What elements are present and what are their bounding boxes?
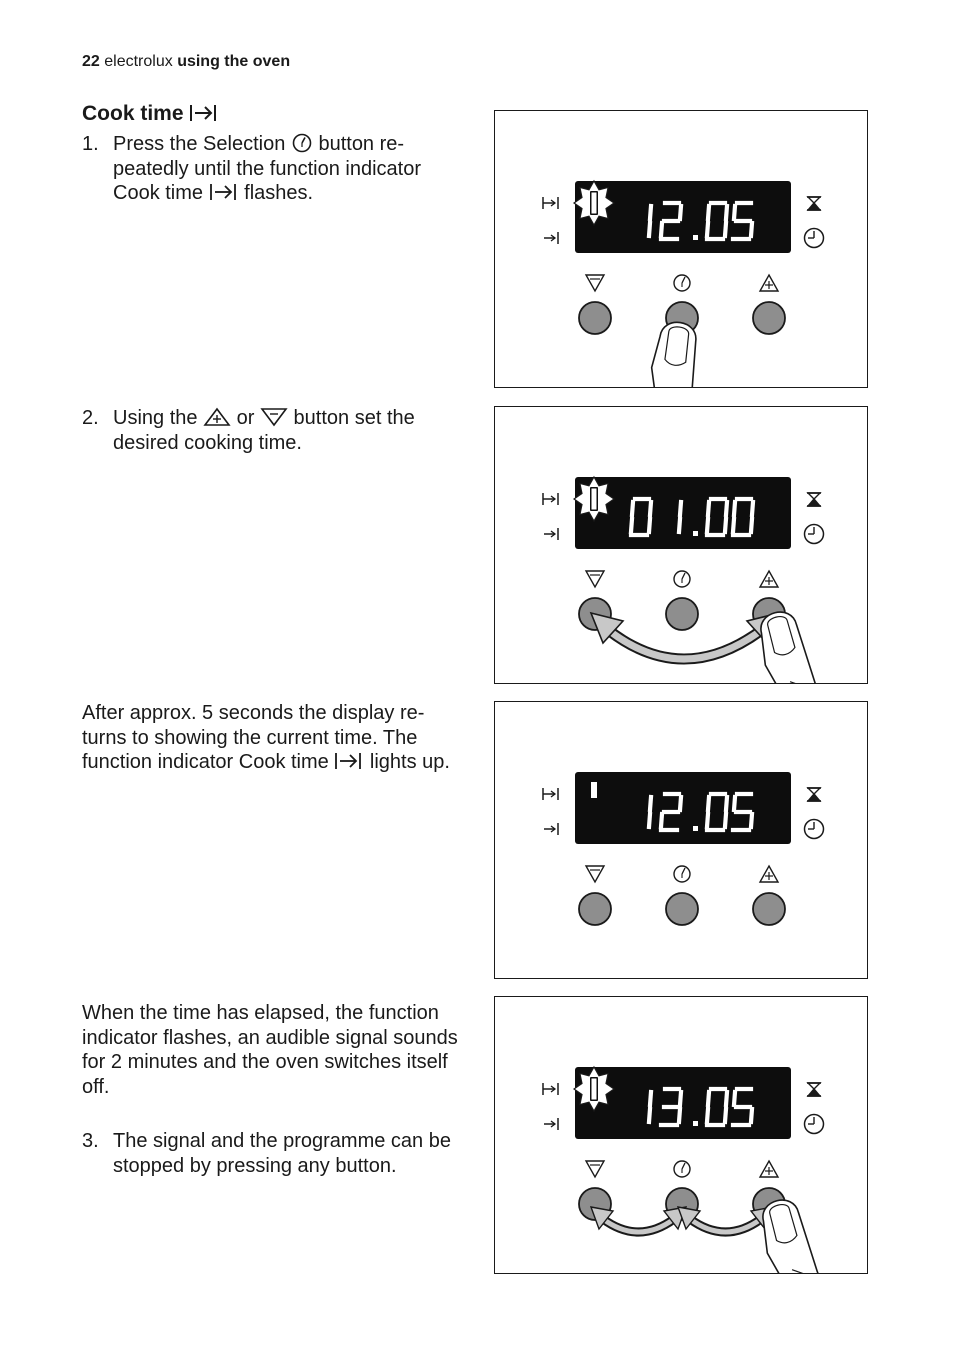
display-segment <box>680 206 681 219</box>
display-segment <box>650 1092 651 1105</box>
display-segment <box>734 502 735 515</box>
plus-button[interactable] <box>753 302 785 334</box>
display-segment <box>726 502 727 515</box>
time-display <box>575 772 791 844</box>
display-segment <box>649 223 650 236</box>
display-segment <box>680 1092 681 1105</box>
display-segment <box>725 814 726 827</box>
end-time-icon <box>543 788 558 800</box>
plus-label-icon <box>760 1161 778 1177</box>
minus-label-icon <box>586 1161 604 1177</box>
indicator-light <box>591 782 597 798</box>
elapsed-paragraph: When the time has elapsed, the function indicator flashes, an audible signal sounds for 2 minutes and the oven switches itself off. <box>82 1002 458 1098</box>
display-dot <box>693 235 698 240</box>
display-dot <box>693 531 698 536</box>
display-segment <box>751 223 752 236</box>
plus-label-icon <box>760 275 778 291</box>
display-segment <box>650 797 651 810</box>
flashing-indicator <box>574 477 614 521</box>
end-time-icon <box>543 1083 558 1095</box>
display-segment <box>725 519 726 532</box>
display-segment <box>726 206 727 219</box>
display-segment <box>679 519 680 532</box>
oven-panel-1 <box>494 110 868 388</box>
cook-time-icon <box>189 103 219 123</box>
selection-button[interactable] <box>666 893 698 925</box>
oven-panel-2 <box>494 406 868 684</box>
display-segment <box>661 814 662 827</box>
display-segment <box>734 797 735 810</box>
oven-panel-4 <box>494 996 868 1274</box>
display-segment <box>707 223 708 236</box>
minute-minder-icon <box>807 493 821 506</box>
display-dot <box>693 1121 698 1126</box>
cook-time-indicator-icon <box>544 1118 558 1130</box>
display-segment <box>632 502 633 515</box>
minus-label-icon <box>586 571 604 587</box>
selection-label-icon <box>674 1161 690 1177</box>
display-segment <box>649 814 650 827</box>
display-segment <box>649 1109 650 1122</box>
selection-label-icon <box>674 571 690 587</box>
display-segment <box>751 1109 752 1122</box>
page-number: 22 <box>82 53 100 70</box>
display-segment <box>708 1092 709 1105</box>
step-1: 1. Press the Selection button re-peatedly until the function indicator Cook time flashes. <box>82 133 421 205</box>
minus-button[interactable] <box>579 893 611 925</box>
cook-time-indicator-icon <box>544 232 558 244</box>
display-segment <box>751 814 752 827</box>
display-segment <box>725 223 726 236</box>
brand-name: electrolux <box>104 53 173 70</box>
step-2: 2. Using the or button set the desired cooking time. <box>82 407 415 454</box>
section-name: using the oven <box>177 53 291 70</box>
swipe-arrow-icon <box>591 1207 686 1232</box>
display-segment <box>679 1109 680 1122</box>
end-time-icon <box>543 197 558 209</box>
cook-time-indicator-icon <box>544 528 558 540</box>
cook-time-icon <box>209 182 239 202</box>
display-dot <box>693 826 698 831</box>
plus-label-icon <box>760 866 778 882</box>
selection-clock-icon <box>291 133 313 153</box>
selection-label-icon <box>674 275 690 291</box>
pointing-finger-icon <box>756 1195 823 1273</box>
display-segment <box>707 519 708 532</box>
display-segment <box>751 519 752 532</box>
minus-button[interactable] <box>579 302 611 334</box>
plus-label-icon <box>760 571 778 587</box>
display-segment <box>708 797 709 810</box>
display-segment <box>650 206 651 219</box>
display-segment <box>649 519 650 532</box>
display-segment <box>661 223 662 236</box>
minute-minder-icon <box>807 197 821 210</box>
clock-icon <box>805 1115 824 1134</box>
plus-button-icon <box>203 407 231 427</box>
display-segment <box>708 206 709 219</box>
section-title: Cook time <box>82 102 219 126</box>
flashing-indicator <box>574 1067 614 1111</box>
selection-label-icon <box>674 866 690 882</box>
after-paragraph: After approx. 5 seconds the display re-turns to showing the current time. The function indicator Cook time lights up. <box>82 702 450 774</box>
cook-time-indicator-icon <box>544 823 558 835</box>
display-segment <box>726 797 727 810</box>
display-segment <box>650 502 651 515</box>
display-segment <box>680 502 681 515</box>
pointing-finger-icon <box>645 320 702 387</box>
display-segment <box>726 1092 727 1105</box>
display-segment <box>680 797 681 810</box>
oven-panel-3 <box>494 701 868 979</box>
clock-icon <box>805 820 824 839</box>
minute-minder-icon <box>807 1083 821 1096</box>
display-segment <box>734 1092 735 1105</box>
page-header <box>82 53 290 71</box>
clock-icon <box>805 229 824 248</box>
minus-label-icon <box>586 275 604 291</box>
end-time-icon <box>543 493 558 505</box>
clock-icon <box>805 525 824 544</box>
swipe-arrow-icon <box>678 1207 773 1232</box>
display-segment <box>631 519 632 532</box>
display-segment <box>752 502 753 515</box>
display-segment <box>725 1109 726 1122</box>
flashing-indicator <box>574 181 614 225</box>
display-segment <box>708 502 709 515</box>
minute-minder-icon <box>807 788 821 801</box>
gesture-overlay <box>591 607 820 683</box>
display-segment <box>734 206 735 219</box>
display-segment <box>707 1109 708 1122</box>
display-segment <box>733 519 734 532</box>
cook-time-icon <box>334 751 364 771</box>
gesture-overlay <box>591 1195 822 1273</box>
step-3: 3. The signal and the programme can be stopped by pressing any button. <box>82 1130 451 1177</box>
minus-button-icon <box>260 407 288 427</box>
minus-label-icon <box>586 866 604 882</box>
gesture-overlay <box>645 320 702 387</box>
display-segment <box>707 814 708 827</box>
plus-button[interactable] <box>753 893 785 925</box>
selection-button[interactable] <box>666 598 698 630</box>
